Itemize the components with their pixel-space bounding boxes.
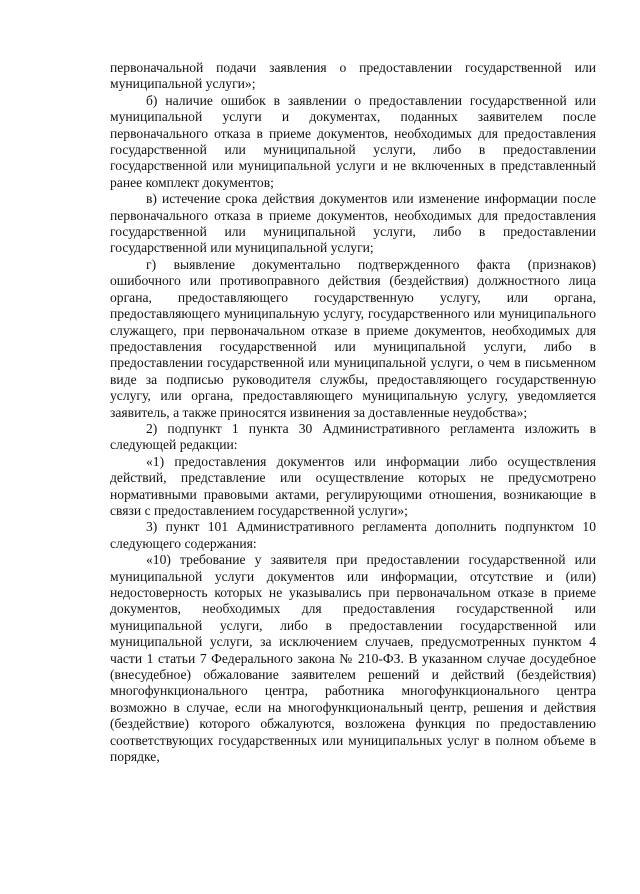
paragraph-point-2: 2) подпункт 1 пункта 30 Административного регламента изложить в следующей редакции: (110, 420, 596, 453)
paragraph-quoted-subpoint-1: «1) предоставления документов или информации либо осуществления действий, представление или осуществление которых не предусмотрено нормативными правовыми актами, регулирующими отношения, возникающие в связи с предоставлением государственной услуги»; (110, 453, 596, 518)
document-body (110, 60, 596, 765)
paragraph-quoted-subpoint-10: «10) требование у заявителя при предоставлении государственной или муниципальной услуги документов или информации, отсутствие и (или) недостоверность которых не указывались при первоначальном отказе в приеме документов, необходимых для предоставления государственной или муниципальной услуги, либо в предоставлении государственной или муниципальной услуги, за исключением случаев, предусмотренных пунктом 4 части 1 статьи 7 Федерального закона № 210-ФЗ. В указанном случае досудебное (внесудебное) обжалование заявителем решений и действий (бездействия) многофункционального центра, работника многофункционального центра возможно в случае, если на многофункциональный центр, решения и действия (бездействие) которого обжалуются, возложена функция по предоставлению соответствующих государственных или муниципальных услуг в полном объеме в порядке, (110, 552, 596, 765)
paragraph-point-3: 3) пункт 101 Административного регламента дополнить подпунктом 10 следующего содержания: (110, 519, 596, 551)
paragraph-continuation: первоначальной подачи заявления о предоставлении государственной или муниципальной услуги»; (110, 60, 596, 92)
paragraph-item-b: б) наличие ошибок в заявлении о предоставлении государственной или муниципальной услуги и документах, поданных заявителем после первоначального отказа в приеме документов, необходимых для предоставления государственной или муниципальной услуги, либо в предоставлении государственной или муниципальной услуги и не включенных в представленный ранее комплект документов; (110, 92, 596, 190)
paragraph-item-v: в) истечение срока действия документов или изменение информации после первоначального отказа в приеме документов, необходимых для предоставления государственной или муниципальной услуги, либо в предоставлении государственной или муниципальной услуги; (110, 191, 596, 256)
paragraph-item-g: г) выявление документально подтвержденного факта (признаков) ошибочного или противоправного действия (бездействия) должностного лица органа, предоставляющего государственную услугу, или органа, предоставляющего муниципальную услугу, государственного или муниципального служащего, при первоначальном отказе в приеме документов, необходимых для предоставления государственной или муниципальной услуги, либо в предоставлении государственной или муниципальной услуги, о чем в письменном виде за подписью руководителя службы, предоставляющего государственную услугу, или органа, предоставляющего муниципальную услугу, уведомляется заявитель, а также приносятся извинения за доставленные неудобства»; (110, 256, 596, 420)
